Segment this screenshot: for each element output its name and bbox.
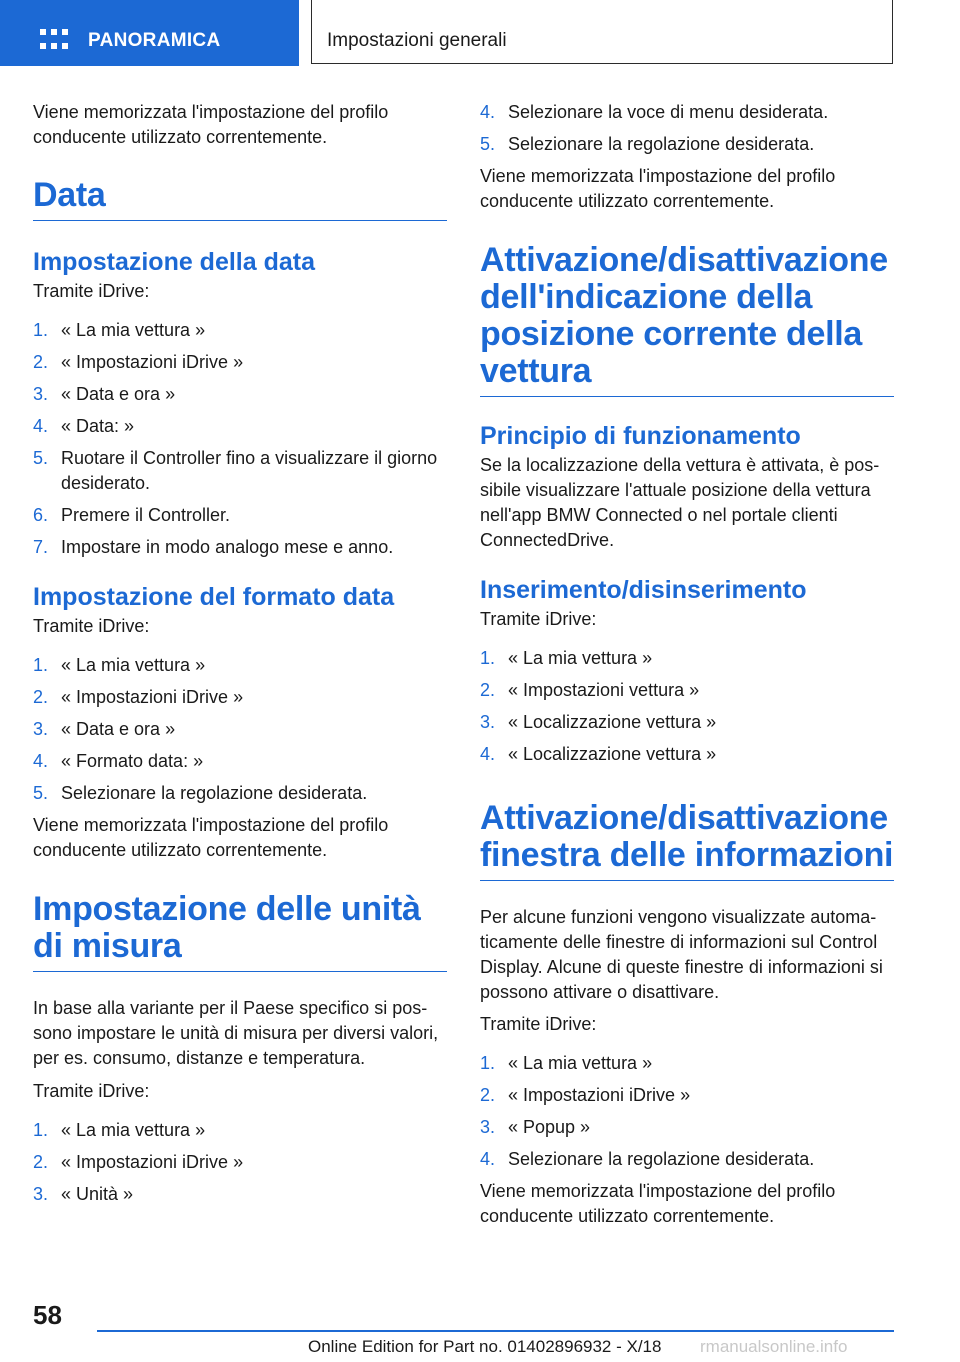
step-text: « Impostazioni iDrive » [61, 352, 244, 372]
step-number: 4. [480, 1149, 496, 1169]
heading-date-setting: Impostazione della data [33, 248, 316, 276]
step-number: 1. [33, 320, 49, 340]
step-text: « La mia vettura » [61, 1120, 206, 1140]
step-text: « Localizzazione vettura » [508, 712, 717, 732]
step-number: 5. [33, 783, 49, 803]
list-item [480, 1115, 894, 1140]
top-bar [0, 0, 960, 66]
overview-nav-button[interactable] [0, 0, 299, 66]
step-number: 6. [33, 505, 49, 525]
list-item [480, 1051, 894, 1076]
step-number: 3. [33, 1184, 49, 1204]
units-body: In base alla variante per il Paese specifico si possono impostare le unità di misura per diversi valori, per es. consumo, distanze e temperatura. [33, 998, 439, 1068]
date-format-steps [33, 653, 447, 806]
step-text: « Impostazioni iDrive » [61, 1152, 244, 1172]
grid-menu-icon [40, 29, 68, 51]
list-item [33, 382, 447, 407]
popup-steps [480, 1051, 894, 1172]
step-text: « La mia vettura » [61, 655, 206, 675]
list-item [480, 132, 894, 157]
list-item [33, 350, 447, 375]
step-number: 4. [480, 102, 496, 122]
heading-onoff: Inserimento/disinserimento [480, 576, 807, 604]
units-steps [33, 1118, 447, 1207]
heading-popup: Attivazione/disattivazione finestra delle informazioni [480, 800, 894, 881]
list-item [33, 749, 447, 774]
step-number: 2. [480, 1085, 496, 1105]
section-tab[interactable] [311, 0, 893, 64]
overview-nav-label: PANORAMICA [88, 30, 221, 51]
right-column [480, 100, 894, 1229]
list-item [33, 653, 447, 678]
step-text: « Formato data: » [61, 751, 204, 771]
step-text: « Popup » [508, 1117, 591, 1137]
step-text: Premere il Controller. [61, 505, 231, 525]
step-number: 4. [480, 744, 496, 764]
list-item [33, 1150, 447, 1175]
popup-lead: Tramite iDrive: [480, 1014, 597, 1034]
date-format-note: Viene memorizzata l'impostazione del profilo conducente utilizzato correntemente. [33, 815, 389, 860]
step-number: 4. [33, 416, 49, 436]
list-item [480, 1083, 894, 1108]
step-number: 3. [33, 719, 49, 739]
step-number: 1. [480, 1053, 496, 1073]
list-item [480, 742, 894, 767]
list-item [33, 685, 447, 710]
step-text: Selezionare la regolazione desiderata. [508, 134, 815, 154]
step-text: Selezionare la regolazione desiderata. [508, 1149, 815, 1169]
step-text: « Impostazioni vettura » [508, 680, 700, 700]
list-item [33, 781, 447, 806]
date-setting-lead: Tramite iDrive: [33, 281, 150, 301]
step-text: « La mia vettura » [508, 1053, 653, 1073]
step-number: 2. [480, 680, 496, 700]
list-item [33, 318, 447, 343]
step-number: 3. [33, 384, 49, 404]
step-text: « Unità » [61, 1184, 134, 1204]
page-number: 58 [33, 1300, 62, 1330]
step-text: « Data e ora » [61, 384, 176, 404]
section-tab-label: Impostazioni generali [327, 30, 507, 51]
intro-text: Viene memorizzata l'impostazione del profilo conducente utilizzato correntemente. [33, 102, 389, 147]
step-text: Selezionare la regolazione desiderata. [61, 783, 368, 803]
step-number: 4. [33, 751, 49, 771]
step-number: 2. [33, 352, 49, 372]
step-number: 3. [480, 1117, 496, 1137]
list-item [480, 678, 894, 703]
step-number: 2. [33, 687, 49, 707]
step-text: Impostare in modo analogo mese e anno. [61, 537, 394, 557]
onoff-steps [480, 646, 894, 767]
footer-divider [97, 1330, 894, 1332]
step-number: 3. [480, 712, 496, 732]
step-number: 1. [480, 648, 496, 668]
edition-text: Online Edition for Part no. 01402896932 - X/18 [308, 1337, 662, 1356]
step-text: « Localizzazione vettura » [508, 744, 717, 764]
step-number: 7. [33, 537, 49, 557]
heading-data: Data [33, 177, 447, 221]
left-column [33, 100, 447, 1207]
list-item [33, 503, 447, 528]
popup-body: Per alcune funzioni vengono visualizzate automaticamente delle finestre di informazioni sul Control Display. Alcune di queste finestre di informazioni si possono attivare o disattivare. [480, 907, 883, 1002]
step-text: Ruotare il Controller fino a visualizzare il giorno desiderato. [61, 448, 438, 493]
heading-date-format: Impostazione del formato data [33, 583, 395, 611]
step-number: 5. [33, 448, 49, 468]
heading-principle: Principio di funzionamento [480, 422, 801, 450]
step-number: 1. [33, 1120, 49, 1140]
list-item [33, 717, 447, 742]
step-text: Selezionare la voce di menu desiderata. [508, 102, 829, 122]
heading-units: Impostazione delle unità di misura [33, 891, 447, 972]
step-number: 2. [33, 1152, 49, 1172]
step-text: « La mia vettura » [61, 320, 206, 340]
watermark-text: rmanualsonline.info [700, 1337, 848, 1356]
date-setting-steps [33, 318, 447, 560]
list-item [33, 1118, 447, 1143]
step-number: 1. [33, 655, 49, 675]
list-item [33, 535, 447, 560]
list-item [480, 100, 894, 125]
list-item [480, 1147, 894, 1172]
step-text: « La mia vettura » [508, 648, 653, 668]
units-lead: Tramite iDrive: [33, 1081, 150, 1101]
list-item [33, 1182, 447, 1207]
list-item [480, 646, 894, 671]
step-text: « Impostazioni iDrive » [61, 687, 244, 707]
continued-note: Viene memorizzata l'impostazione del profilo conducente utilizzato correntemente. [480, 166, 836, 211]
principle-body: Se la localizzazione della vettura è attivata, è possibile visualizzare l'attuale posizione della vettura nell'app BMW Connected o nel portale clienti ConnectedDrive. [480, 455, 880, 550]
onoff-lead: Tramite iDrive: [480, 609, 597, 629]
date-format-lead: Tramite iDrive: [33, 616, 150, 636]
list-item [33, 414, 447, 439]
list-item [33, 446, 447, 496]
continued-steps [480, 100, 894, 157]
heading-position: Attivazione/disattivazione dell'indicazione della posizione corrente della vettura [480, 242, 894, 397]
list-item [480, 710, 894, 735]
step-text: « Data: » [61, 416, 135, 436]
step-number: 5. [480, 134, 496, 154]
step-text: « Data e ora » [61, 719, 176, 739]
popup-note: Viene memorizzata l'impostazione del profilo conducente utilizzato correntemente. [480, 1181, 836, 1226]
step-text: « Impostazioni iDrive » [508, 1085, 691, 1105]
